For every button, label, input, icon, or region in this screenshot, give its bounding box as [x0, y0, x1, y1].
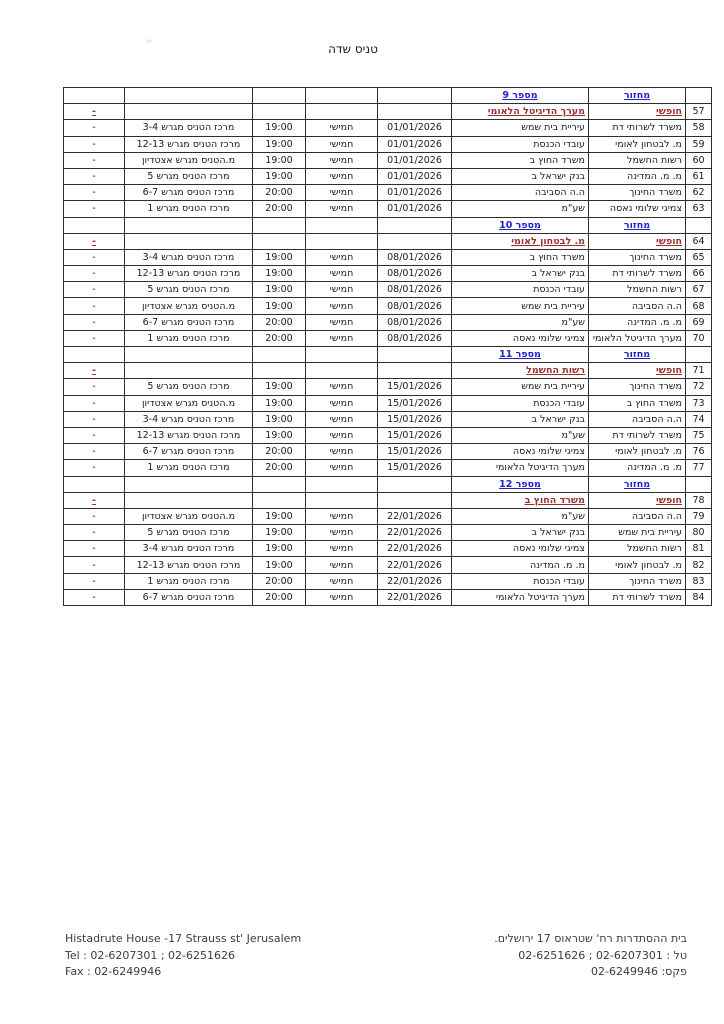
time-cell: 19:00	[253, 282, 306, 298]
note-cell: -	[64, 363, 125, 379]
match-row	[64, 460, 712, 476]
cycle-header-row	[64, 217, 712, 233]
day-cell: חמישי	[306, 395, 378, 411]
time-cell: 19:00	[253, 266, 306, 282]
away-team-cell: עיריית בית שמש	[452, 298, 589, 314]
time-cell: 20:00	[253, 460, 306, 476]
day-cell: חמישי	[306, 168, 378, 184]
venue-cell	[125, 217, 253, 233]
home-team-cell: רשות החשמל	[589, 541, 686, 557]
match-row	[64, 541, 712, 557]
away-team-cell: עובדי הכנסת	[452, 395, 589, 411]
note-cell: -	[64, 492, 125, 508]
match-row	[64, 411, 712, 427]
day-cell: חמישי	[306, 573, 378, 589]
home-team-cell: ה.ה הסביבה	[589, 298, 686, 314]
home-team-cell: צמיגי שלומי נאסה	[589, 201, 686, 217]
date-cell: 22/01/2026	[378, 525, 452, 541]
venue-cell: מרכז הטניס מגרש 1	[125, 330, 253, 346]
day-cell: חמישי	[306, 557, 378, 573]
date-cell: 08/01/2026	[378, 298, 452, 314]
away-team-cell: בנק ישראל ב	[452, 266, 589, 282]
home-team-cell: חופשי	[589, 492, 686, 508]
away-team-cell: משרד החוץ ב	[452, 249, 589, 265]
home-team-cell: חופשי	[589, 363, 686, 379]
venue-cell: מ.הטניס מגרש אצטדיון	[125, 508, 253, 524]
date-cell	[378, 492, 452, 508]
venue-cell: מרכז הטניס מגרש 1	[125, 460, 253, 476]
away-team-cell: מערך הדיגיטל הלאומי	[452, 460, 589, 476]
match-row	[64, 120, 712, 136]
footer-address-he	[494, 931, 687, 981]
note-cell: -	[64, 508, 125, 524]
bye-row	[64, 492, 712, 508]
home-team-cell: משרד החינוך	[589, 573, 686, 589]
home-team-cell: משרד החוץ ב	[589, 395, 686, 411]
date-cell: 01/01/2026	[378, 120, 452, 136]
away-team-cell: צמיגי שלומי נאסה	[452, 330, 589, 346]
venue-cell: מרכז הטניס מגרש 5	[125, 525, 253, 541]
row-number-cell: 81	[686, 541, 712, 557]
time-cell: 20:00	[253, 589, 306, 605]
cycle-header-row	[64, 347, 712, 363]
time-cell: 19:00	[253, 508, 306, 524]
date-cell	[378, 233, 452, 249]
away-team-cell: שע"מ	[452, 427, 589, 443]
note-cell: -	[64, 104, 125, 120]
note-cell: -	[64, 233, 125, 249]
time-cell: 19:00	[253, 249, 306, 265]
note-cell	[64, 217, 125, 233]
away-team-cell: מ. מ. המדינה	[452, 557, 589, 573]
match-row	[64, 573, 712, 589]
match-row	[64, 282, 712, 298]
venue-cell: מרכז הטניס מגרש 5	[125, 282, 253, 298]
day-cell: חמישי	[306, 508, 378, 524]
day-cell: חמישי	[306, 541, 378, 557]
away-team-cell: מערך הדיגיטל הלאומי	[452, 104, 589, 120]
away-team-cell: עיריית בית שמש	[452, 120, 589, 136]
home-team-cell: משרד לשרותי דת	[589, 427, 686, 443]
time-cell	[253, 104, 306, 120]
away-team-cell: משרד החוץ ב	[452, 152, 589, 168]
time-cell: 19:00	[253, 298, 306, 314]
note-cell: -	[64, 525, 125, 541]
match-row	[64, 525, 712, 541]
row-number-cell: 57	[686, 104, 712, 120]
date-cell: 15/01/2026	[378, 379, 452, 395]
away-team-cell: עובדי הכנסת	[452, 573, 589, 589]
home-team-cell: מערך הדיגיטל הלאומי	[589, 330, 686, 346]
time-cell	[253, 233, 306, 249]
match-schedule-table	[63, 87, 712, 606]
cycle-label-cell: מחזור	[589, 217, 686, 233]
note-cell: -	[64, 168, 125, 184]
note-cell: -	[64, 136, 125, 152]
away-team-cell: משרד החוץ ב	[452, 492, 589, 508]
time-cell: 19:00	[253, 168, 306, 184]
day-cell: חמישי	[306, 460, 378, 476]
time-cell: 19:00	[253, 541, 306, 557]
venue-cell: מרכז הטניס מגרש 12-13	[125, 427, 253, 443]
row-number-cell: 58	[686, 120, 712, 136]
row-number-cell: 61	[686, 168, 712, 184]
home-team-cell: ה.ה הסביבה	[589, 411, 686, 427]
away-team-cell: עובדי הכנסת	[452, 282, 589, 298]
note-cell: -	[64, 298, 125, 314]
row-number-cell: 66	[686, 266, 712, 282]
footer-en-tel-line: Tel : 02-6207301 ; 02-6251626	[65, 948, 235, 962]
home-team-cell: מ. מ. המדינה	[589, 168, 686, 184]
time-cell	[253, 217, 306, 233]
home-team-cell: ה.ה הסביבה	[589, 508, 686, 524]
bye-row	[64, 233, 712, 249]
day-cell: חמישי	[306, 249, 378, 265]
day-cell	[306, 233, 378, 249]
home-team-cell: משרד לשרותי דת	[589, 120, 686, 136]
date-cell: 01/01/2026	[378, 152, 452, 168]
away-team-cell: רשות החשמל	[452, 363, 589, 379]
note-cell: -	[64, 411, 125, 427]
match-row	[64, 168, 712, 184]
home-team-cell: חופשי	[589, 233, 686, 249]
venue-cell: מרכז הטניס מגרש 1	[125, 201, 253, 217]
row-number-cell: 67	[686, 282, 712, 298]
day-cell: חמישי	[306, 411, 378, 427]
footer-he-fax-line: פקס: 02-6249946	[591, 965, 687, 978]
cycle-header-row	[64, 476, 712, 492]
schedule-table-body	[64, 88, 712, 606]
match-row	[64, 266, 712, 282]
cycle-number-cell: מספר 12	[452, 476, 589, 492]
note-cell: -	[64, 395, 125, 411]
row-number-cell	[686, 347, 712, 363]
match-row	[64, 201, 712, 217]
venue-cell: מ.הטניס מגרש אצטדיון	[125, 298, 253, 314]
date-cell: 22/01/2026	[378, 557, 452, 573]
row-number-cell: 70	[686, 330, 712, 346]
time-cell: 20:00	[253, 201, 306, 217]
match-row	[64, 185, 712, 201]
day-cell	[306, 347, 378, 363]
away-team-cell: צמיגי שלומי נאסה	[452, 444, 589, 460]
date-cell: 08/01/2026	[378, 249, 452, 265]
row-number-cell: 64	[686, 233, 712, 249]
home-team-cell: משרד החינוך	[589, 249, 686, 265]
row-number-cell: 80	[686, 525, 712, 541]
cycle-number-cell: מספר 11	[452, 347, 589, 363]
time-cell: 19:00	[253, 152, 306, 168]
row-number-cell: 76	[686, 444, 712, 460]
cycle-number-cell: מספר 9	[452, 88, 589, 104]
time-cell	[253, 347, 306, 363]
match-row	[64, 589, 712, 605]
row-number-cell: 73	[686, 395, 712, 411]
home-team-cell: עיריית בית שמש	[589, 525, 686, 541]
day-cell: חמישי	[306, 298, 378, 314]
day-cell: חמישי	[306, 201, 378, 217]
row-number-cell	[686, 217, 712, 233]
match-row	[64, 444, 712, 460]
away-team-cell: צמיגי שלומי נאסה	[452, 541, 589, 557]
time-cell: 19:00	[253, 120, 306, 136]
time-cell: 20:00	[253, 330, 306, 346]
note-cell: -	[64, 249, 125, 265]
home-team-cell: מ. לבטחון לאומי	[589, 444, 686, 460]
home-team-cell: רשות החשמל	[589, 152, 686, 168]
day-cell: חמישי	[306, 152, 378, 168]
row-number-cell: 82	[686, 557, 712, 573]
row-number-cell	[686, 476, 712, 492]
date-cell: 08/01/2026	[378, 266, 452, 282]
time-cell: 19:00	[253, 427, 306, 443]
date-cell	[378, 104, 452, 120]
day-cell: חמישי	[306, 427, 378, 443]
day-cell: חמישי	[306, 379, 378, 395]
venue-cell: מרכז הטניס מגרש 6-7	[125, 444, 253, 460]
venue-cell	[125, 233, 253, 249]
match-row	[64, 508, 712, 524]
time-cell: 19:00	[253, 411, 306, 427]
date-cell	[378, 476, 452, 492]
day-cell: חמישי	[306, 185, 378, 201]
date-cell: 15/01/2026	[378, 444, 452, 460]
away-team-cell: שע"מ	[452, 508, 589, 524]
date-cell	[378, 217, 452, 233]
venue-cell: מרכז הטניס מגרש 6-7	[125, 589, 253, 605]
day-cell	[306, 217, 378, 233]
day-cell: חמישי	[306, 282, 378, 298]
venue-cell: מרכז הטניס מגרש 12-13	[125, 266, 253, 282]
row-number-cell: 78	[686, 492, 712, 508]
venue-cell: מ.הטניס מגרש אצטדיון	[125, 395, 253, 411]
date-cell: 22/01/2026	[378, 573, 452, 589]
note-cell: -	[64, 573, 125, 589]
date-cell: 22/01/2026	[378, 541, 452, 557]
home-team-cell: מ. לבטחון לאומי	[589, 136, 686, 152]
day-cell: חמישי	[306, 314, 378, 330]
day-cell	[306, 492, 378, 508]
venue-cell: מרכז הטניס מגרש 3-4	[125, 411, 253, 427]
venue-cell: מרכז הטניס מגרש 6-7	[125, 185, 253, 201]
date-cell: 08/01/2026	[378, 330, 452, 346]
day-cell	[306, 104, 378, 120]
home-team-cell: מ. לבטחון לאומי	[589, 557, 686, 573]
away-team-cell: בנק ישראל ב	[452, 411, 589, 427]
date-cell: 01/01/2026	[378, 136, 452, 152]
time-cell: 20:00	[253, 314, 306, 330]
match-row	[64, 298, 712, 314]
time-cell: 19:00	[253, 557, 306, 573]
note-cell: -	[64, 314, 125, 330]
cycle-number-cell: מספר 10	[452, 217, 589, 233]
cycle-label-cell: מחזור	[589, 476, 686, 492]
home-team-cell: משרד החינוך	[589, 379, 686, 395]
date-cell: 22/01/2026	[378, 508, 452, 524]
time-cell: 19:00	[253, 525, 306, 541]
venue-cell	[125, 88, 253, 104]
away-team-cell: בנק ישראל ב	[452, 525, 589, 541]
date-cell: 22/01/2026	[378, 589, 452, 605]
day-cell: חמישי	[306, 120, 378, 136]
venue-cell: מ.הטניס מגרש אצטדיון	[125, 152, 253, 168]
day-cell: חמישי	[306, 330, 378, 346]
venue-cell	[125, 363, 253, 379]
venue-cell	[125, 104, 253, 120]
date-cell: 08/01/2026	[378, 282, 452, 298]
row-number-cell: 65	[686, 249, 712, 265]
away-team-cell: שע"מ	[452, 314, 589, 330]
match-row	[64, 427, 712, 443]
match-row	[64, 379, 712, 395]
match-row	[64, 395, 712, 411]
note-cell	[64, 476, 125, 492]
date-cell: 01/01/2026	[378, 185, 452, 201]
row-number-cell: 71	[686, 363, 712, 379]
note-cell: -	[64, 460, 125, 476]
match-row	[64, 330, 712, 346]
row-number-cell: 75	[686, 427, 712, 443]
row-number-cell: 69	[686, 314, 712, 330]
footer-en-fax-line: Fax : 02-6249946	[65, 965, 162, 978]
date-cell: 08/01/2026	[378, 314, 452, 330]
date-cell: 01/01/2026	[378, 201, 452, 217]
time-cell	[253, 476, 306, 492]
venue-cell: מרכז הטניס מגרש 3-4	[125, 120, 253, 136]
row-number-cell: 74	[686, 411, 712, 427]
row-number-cell: 83	[686, 573, 712, 589]
note-cell: -	[64, 589, 125, 605]
note-cell: -	[64, 427, 125, 443]
date-cell: 15/01/2026	[378, 411, 452, 427]
match-row	[64, 152, 712, 168]
venue-cell	[125, 347, 253, 363]
away-team-cell: עיריית בית שמש	[452, 379, 589, 395]
cycle-header-row	[64, 88, 712, 104]
away-team-cell: מערך הדיגיטל הלאומי	[452, 589, 589, 605]
row-number-cell: 79	[686, 508, 712, 524]
time-cell	[253, 88, 306, 104]
home-team-cell: משרד לשרותי דת	[589, 589, 686, 605]
venue-cell: מרכז הטניס מגרש 5	[125, 379, 253, 395]
time-cell	[253, 492, 306, 508]
date-cell: 15/01/2026	[378, 427, 452, 443]
note-cell: -	[64, 541, 125, 557]
note-cell: -	[64, 330, 125, 346]
venue-cell: מרכז הטניס מגרש 5	[125, 168, 253, 184]
away-team-cell: ה.ה הסביבה	[452, 185, 589, 201]
date-cell: 15/01/2026	[378, 395, 452, 411]
note-cell	[64, 347, 125, 363]
home-team-cell: מ. מ. המדינה	[589, 314, 686, 330]
home-team-cell: מ. מ. המדינה	[589, 460, 686, 476]
note-cell: -	[64, 444, 125, 460]
page-title: טניס שדה	[328, 42, 378, 56]
footer-address-en	[65, 931, 301, 981]
note-cell	[64, 88, 125, 104]
away-team-cell: בנק ישראל ב	[452, 168, 589, 184]
row-number-cell	[686, 88, 712, 104]
home-team-cell: רשות החשמל	[589, 282, 686, 298]
time-cell: 19:00	[253, 379, 306, 395]
date-cell: 15/01/2026	[378, 460, 452, 476]
home-team-cell: משרד לשרותי דת	[589, 266, 686, 282]
note-cell: -	[64, 152, 125, 168]
row-number-cell: 59	[686, 136, 712, 152]
home-team-cell: חופשי	[589, 104, 686, 120]
away-team-cell: מ. לבטחון לאומי	[452, 233, 589, 249]
venue-cell	[125, 492, 253, 508]
bye-row	[64, 363, 712, 379]
time-cell: 19:00	[253, 136, 306, 152]
time-cell: 19:00	[253, 395, 306, 411]
date-cell: 01/01/2026	[378, 168, 452, 184]
time-cell: 20:00	[253, 573, 306, 589]
note-cell: -	[64, 266, 125, 282]
day-cell: חמישי	[306, 136, 378, 152]
bye-row	[64, 104, 712, 120]
note-cell: -	[64, 201, 125, 217]
date-cell	[378, 363, 452, 379]
day-cell	[306, 476, 378, 492]
row-number-cell: 84	[686, 589, 712, 605]
note-cell: -	[64, 557, 125, 573]
day-cell	[306, 363, 378, 379]
day-cell: חמישי	[306, 525, 378, 541]
venue-cell: מרכז הטניס מגרש 6-7	[125, 314, 253, 330]
match-row	[64, 314, 712, 330]
note-cell: -	[64, 120, 125, 136]
cycle-label-cell: מחזור	[589, 347, 686, 363]
note-cell: -	[64, 282, 125, 298]
venue-cell: מרכז הטניס מגרש 3-4	[125, 541, 253, 557]
footer-en-address-line: Histadrute House -17 Strauss st' Jerusalem	[65, 932, 302, 945]
time-cell: 20:00	[253, 185, 306, 201]
day-cell: חמישי	[306, 589, 378, 605]
cycle-label-cell: מחזור	[589, 88, 686, 104]
day-cell: חמישי	[306, 266, 378, 282]
away-team-cell: שע"מ	[452, 201, 589, 217]
date-cell	[378, 88, 452, 104]
match-row	[64, 249, 712, 265]
venue-cell: מרכז הטניס מגרש 3-4	[125, 249, 253, 265]
day-cell	[306, 88, 378, 104]
time-cell: 20:00	[253, 444, 306, 460]
row-number-cell: 68	[686, 298, 712, 314]
home-team-cell: משרד החינוך	[589, 185, 686, 201]
day-cell: חמישי	[306, 444, 378, 460]
venue-cell	[125, 476, 253, 492]
row-number-cell: 72	[686, 379, 712, 395]
row-number-cell: 60	[686, 152, 712, 168]
footer-he-address-line: בית ההסתדרות רח' שטראוס 17 ירושלים.	[494, 932, 687, 945]
row-number-cell: 77	[686, 460, 712, 476]
note-cell: -	[64, 185, 125, 201]
time-cell	[253, 363, 306, 379]
away-team-cell: עובדי הכנסת	[452, 136, 589, 152]
footer-he-tel-line: טל : 02-6207301 ; 02-6251626	[518, 948, 687, 962]
date-cell	[378, 347, 452, 363]
row-number-cell: 62	[686, 185, 712, 201]
match-row	[64, 136, 712, 152]
note-cell: -	[64, 379, 125, 395]
match-row	[64, 557, 712, 573]
venue-cell: מרכז הטניס מגרש 1	[125, 573, 253, 589]
venue-cell: מרכז הטניס מגרש 12-13	[125, 136, 253, 152]
row-number-cell: 63	[686, 201, 712, 217]
venue-cell: מרכז הטניס מגרש 12-13	[125, 557, 253, 573]
